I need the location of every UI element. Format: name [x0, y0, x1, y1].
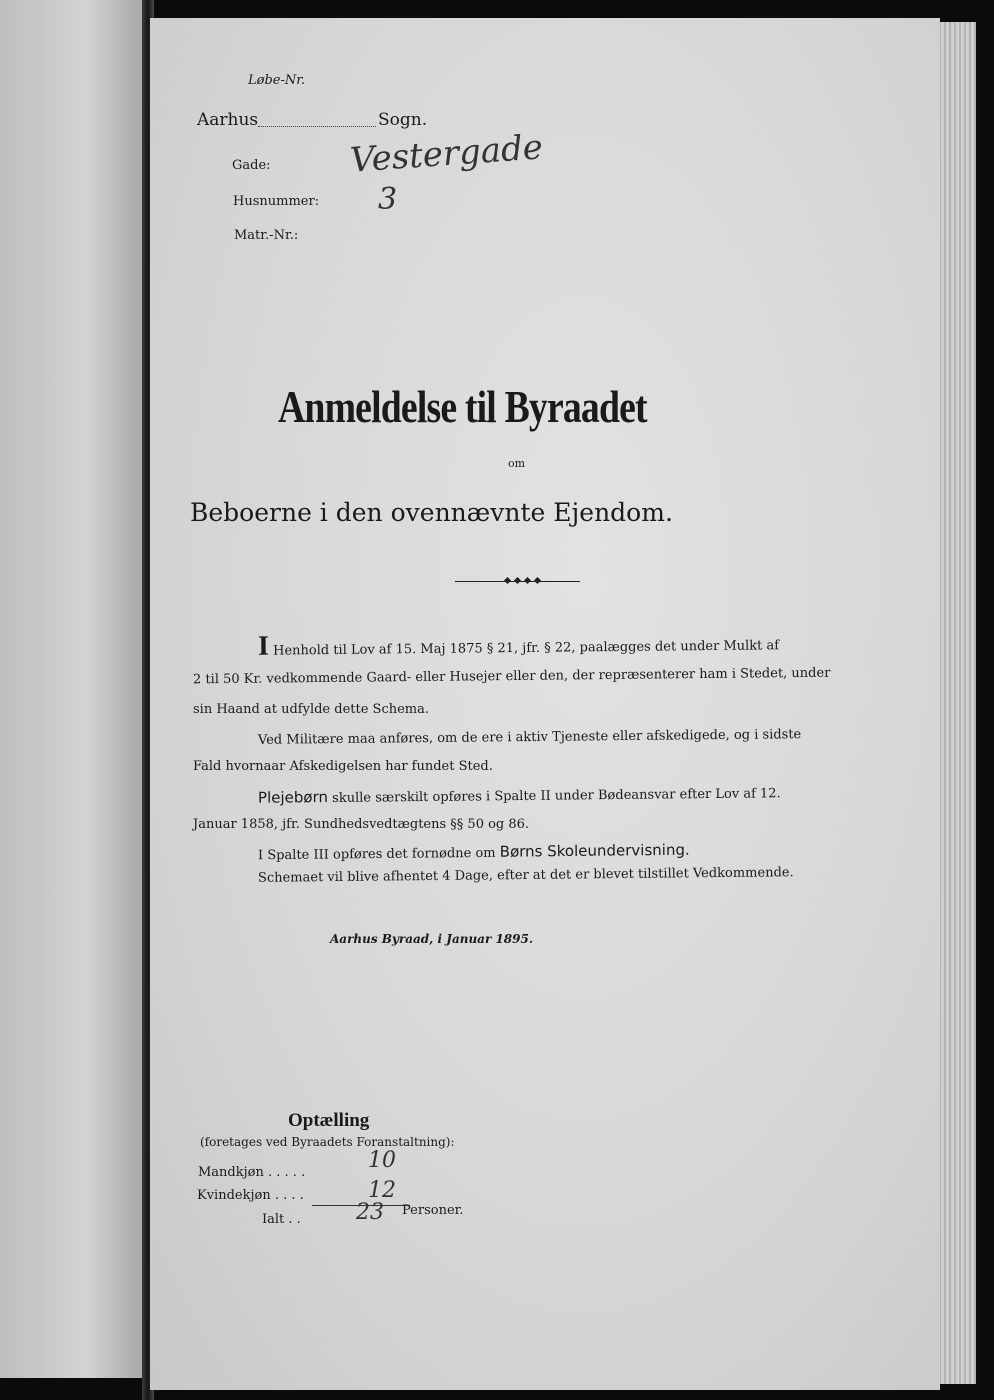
- optaelling-title: Optælling: [288, 1110, 370, 1131]
- lobe-nr-label: Løbe-Nr.: [248, 73, 306, 88]
- paragraph-1-line-2: 2 til 50 Kr. vedkommende Gaard- eller Husejer eller den, der repræsenterer ham i Stedet, under: [192, 665, 831, 688]
- husnummer-value: 3: [378, 182, 398, 217]
- gade-label: Gade:: [232, 158, 271, 173]
- sogn-label: Sogn.: [378, 110, 428, 130]
- personer-label: Personer.: [402, 1203, 464, 1218]
- paragraph-5: Schemaet vil blive afhentet 4 Dage, efter at det er blevet tilstillet Vedkommende.: [257, 865, 794, 886]
- document-subtitle: Beboerne i den ovennævnte Ejendom.: [190, 498, 673, 527]
- sogn-field-line: [258, 114, 376, 127]
- husnummer-label: Husnummer:: [233, 194, 320, 209]
- document-title: Anmeldelse til Byraadet: [278, 381, 647, 432]
- kvindekjon-value: 12: [368, 1178, 396, 1203]
- ialt-value: 23: [356, 1200, 384, 1225]
- ialt-label: Ialt . .: [262, 1212, 301, 1227]
- paragraph-1-line-3: sin Haand at udfylde dette Schema.: [193, 702, 430, 717]
- kvindekjon-label-text: Kvindekjøn: [197, 1188, 271, 1203]
- p3-line-1-text: skulle særskilt opføres i Spalte II under Bødeansvar efter Lov af 12.: [332, 786, 781, 806]
- paragraph-2-line-2: Fald hvornaar Afskedigelsen har fundet Sted.: [193, 759, 493, 774]
- om-label: om: [508, 457, 526, 470]
- paragraph-4: [258, 840, 690, 867]
- gade-value: Vestergade: [348, 127, 545, 181]
- left-page-edge: [0, 0, 142, 1378]
- optaelling-subtitle: (foretages ved Byraadets Foranstaltning):: [200, 1135, 455, 1149]
- mandkjon-value: 10: [368, 1148, 396, 1173]
- paragraph-2-line-1: Ved Militære maa anføres, om de ere i aktiv Tjeneste eller afskedigede, og i sidste: [257, 727, 802, 748]
- paragraph-3-line-2: Januar 1858, jfr. Sundhedsvedtægtens §§ 50 og 86.: [193, 817, 530, 832]
- page-stack-edge: [936, 22, 976, 1384]
- p4-text: I Spalte III opføres det fornødne om: [257, 845, 496, 864]
- ornament-divider: [455, 581, 580, 584]
- skoleundervisning-emphasis: Børns Skoleundervisning.: [499, 840, 690, 861]
- ialt-label-text: Ialt: [262, 1212, 285, 1227]
- plejeborn-emphasis: Plejebørn: [257, 788, 329, 807]
- matr-nr-label: Matr.-Nr.:: [234, 228, 299, 243]
- drop-cap: I: [257, 630, 270, 662]
- kvindekjon-label: Kvindekjøn . . . .: [197, 1188, 304, 1203]
- p1-line-1-text: Henhold til Lov af 15. Maj 1875 § 21, jfr. § 22, paalægges det under Mulkt af: [273, 638, 780, 659]
- signature-line: Aarhus Byraad, i Januar 1895.: [330, 932, 534, 946]
- mandkjon-label: Mandkjøn . . . . .: [198, 1165, 306, 1180]
- mandkjon-label-text: Mandkjøn: [198, 1165, 264, 1180]
- aarhus-label: Aarhus: [197, 110, 259, 130]
